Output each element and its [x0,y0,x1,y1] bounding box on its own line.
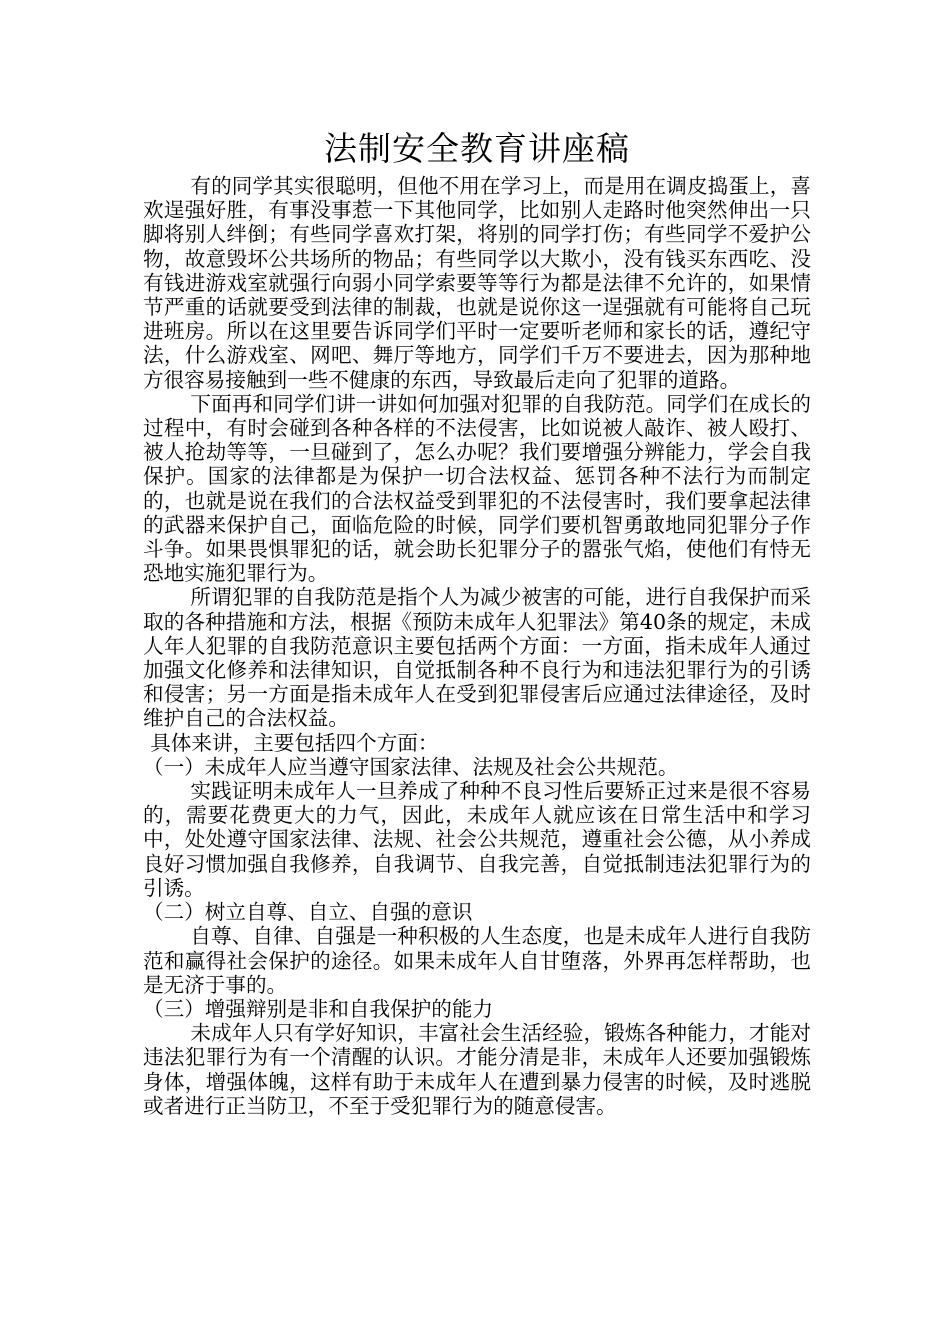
paragraph-1: 有的同学其实很聪明，但他不用在学习上，而是用在调皮捣蛋上，喜欢逞强好胜，有事没事惹一下其他同学，比如别人走路时他突然伸出一只脚将别人绊倒；有些同学喜欢打架，将别的同学打伤；有些同学不爱护公物，故意毁坏公共场所的物品；有些同学以大欺小，没有钱买东西吃、没有钱进游戏室就强行向弱小同学索要等等行为都是法律不允许的，如果情节严重的话就要受到法律的制裁，也就是说你这一逞强就有可能将自己玩进班房。所以在这里要告诉同学们平时一定要听老师和家长的话，遵纪守法，什么游戏室、网吧、舞厅等地方，同学们千万不要进去，因为那种地方很容易接触到一些不健康的东西，导致最后走向了犯罪的道路。 [143,174,811,392]
section-heading-1: （一）未成年人应当遵守国家法律、法规及社会公共规范。 [143,754,679,779]
paragraph-5: 自尊、自律、自强是一种积极的人生态度，也是未成年人进行自我防范和赢得社会保护的途径。如果未成年人自甘堕落，外界再怎样帮助，也是无济于事的。 [143,924,811,997]
paragraph-2: 下面再和同学们讲一讲如何加强对犯罪的自我防范。同学们在成长的过程中，有时会碰到各种各样的不法侵害，比如说被人敲诈、被人殴打、被人抢劫等等，一旦碰到了，怎么办呢？我们要增强分辨能力，学会自我保护。国家的法律都是为保护一切合法权益、惩罚各种不法行为而制定的，也就是说在我们的合法权益受到罪犯的不法侵害时，我们要拿起法律的武器来保护自己，面临危险的时候，同学们要机智勇敢地同犯罪分子作斗争。如果畏惧罪犯的话，就会助长犯罪分子的嚣张气焰，使他们有恃无恐地实施犯罪行为。 [143,391,811,586]
section-heading-3: （三）增强辩别是非和自我保护的能力 [143,996,494,1021]
paragraph-6: 未成年人只有学好知识，丰富社会生活经验，锻炼各种能力，才能对违法犯罪行为有一个清醒的认识。才能分清是非，未成年人还要加强锻炼身体，增强体魄，这样有助于未成年人在遭到暴力侵害的时候，及时逃脱或者进行正当防卫，不至于受犯罪行为的随意侵害。 [143,1021,811,1118]
document-title: 法制安全教育讲座稿 [324,129,630,168]
section-heading-2: （二）树立自尊、自立、自强的意识 [143,900,473,925]
paragraph-4: 实践证明未成年人一旦养成了种种不良习性后要矫正过来是很不容易的，需要花费更大的力气，因此，未成年人就应该在日常生活中和学习中，处处遵守国家法律、法规、社会公共规范，遵重社会公德，从小养成良好习惯加强自我修养，自我调节、自我完善，自觉抵制违法犯罪行为的引诱。 [143,779,811,900]
document-body [143,128,811,1118]
paragraph-summary: 具体来讲，主要包括四个方面： [150,730,439,755]
paragraph-3: 所谓犯罪的自我防范是指个人为减少被害的可能，进行自我保护而采取的各种措施和方法，根据《预防未成年人犯罪法》第40条的规定，未成人年人犯罪的自我防范意识主要包括两个方面：一方面，指未成年人通过加强文化修养和法律知识，自觉抵制各种不良行为和违法犯罪行为的引诱和侵害；另一方面是指未成年人在受到犯罪侵害后应通过法律途径，及时维护自己的合法权益。 [143,585,811,731]
